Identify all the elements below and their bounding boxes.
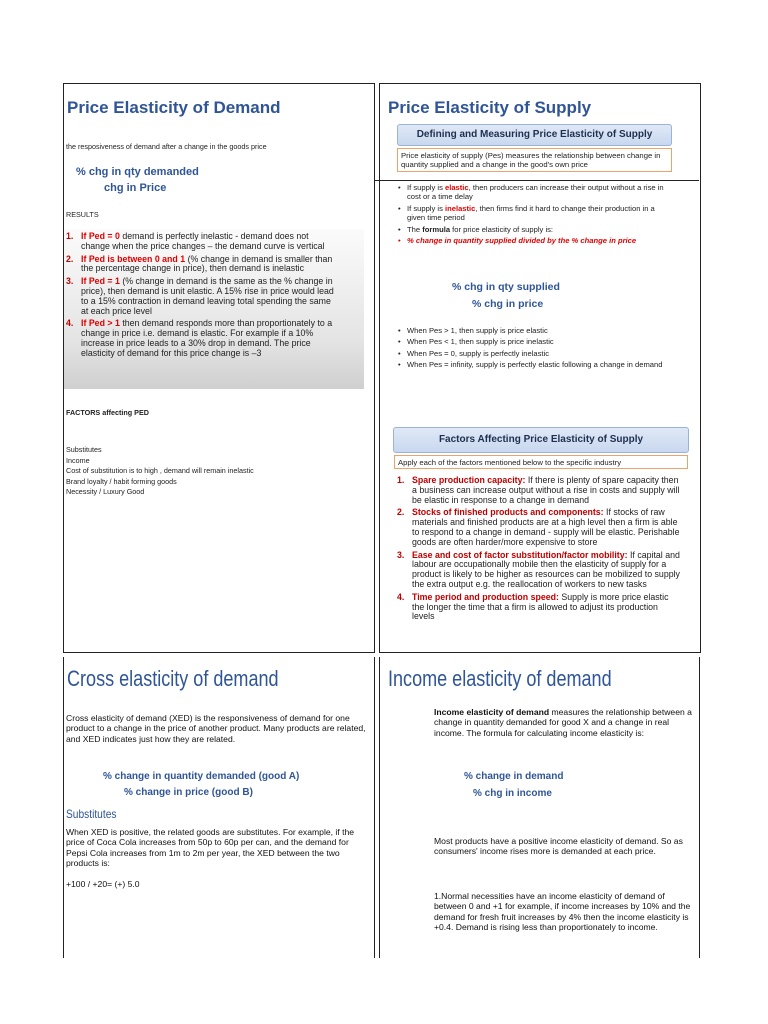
ped-results-list: [66, 232, 336, 362]
pes-bullet: • If supply is elastic, then producers can increase their output without a rise in cost or a time delay: [398, 183, 664, 202]
yed-formula-denominator: % chg in income: [473, 788, 552, 799]
pes-factor-item: 1. Spare production capacity: If there is plenty of spare capacity then a business can increase output without a rise in costs and supply will be elastic in response to a change in demand: [397, 475, 680, 505]
yed-title: Income elasticity of demand: [388, 666, 612, 691]
pes-bullet: • The formula for price elasticity of supply is:: [398, 224, 554, 234]
yed-paragraph-2: 1.Normal necessities have an income elasticity of demand of between 0 and +1 for example, if income increases by 10% and the demand for fresh fruit increases by 4% then the income elasticity is +0.4. Demand is rising less than proportionately to income.: [434, 891, 691, 933]
ped-factor-item: Substitutes: [66, 445, 102, 454]
pes-factors-intro: Apply each of the factors mentioned below to the specific industry: [394, 455, 688, 469]
pes-formula-denominator: % chg in price: [472, 298, 544, 310]
pes-factor-item: 2. Stocks of finished products and components: If stocks of raw materials and finished products are at a high level then a firm is able to respond to a change in demand - supply will be elastic. Perishable goods are often harder/more expensive to store: [397, 507, 680, 547]
ped-factors-label: FACTORS affecting PED: [66, 408, 149, 417]
pes-case: • When Pes > 1, then supply is price elastic: [398, 326, 548, 335]
ped-formula-numerator: % chg in qty demanded: [76, 166, 199, 178]
pes-formula-numerator: % chg in qty supplied: [452, 281, 560, 293]
pes-factor-item: 4. Time period and production speed: Supply is more price elastic the longer the time that a firm is allowed to adjust its production levels: [397, 591, 669, 622]
pes-case: • When Pes = 0, supply is perfectly inelastic: [398, 348, 550, 358]
ped-result-item: 4. If Ped > 1 then demand responds more than proportionately to a change in price i.e. demand is elastic. For example if a 10% increase in price leads to a 30% drop in demand. The price elasticity of demand for this price change is –3: [66, 318, 333, 358]
xed-substitutes-text: When XED is positive, the related goods are substitutes. For example, if the price of Coca Cola increases from 50p to 60p per can, and the demand for Pepsi Cola increases from 1m to 2m per year, the XED between the two products is:: [66, 827, 355, 869]
ped-factor-item: Cost of substitution is to high , demand will remain inelastic: [66, 466, 254, 475]
xed-formula-numerator: % change in quantity demanded (good A): [103, 771, 300, 782]
ped-factors-list: [66, 445, 366, 498]
bottom-left-rule: [63, 657, 64, 958]
ped-factor-item: Necessity / Luxury Good: [66, 487, 145, 496]
pes-cases: [397, 326, 677, 372]
bottom-mid-rule-b: [379, 657, 380, 958]
pes-factor-item: 3. Ease and cost of factor substitution/factor mobility: If capital and labour are occupationally mobile then the elasticity of supply for a product is likely to be higher as resources can be mobilized to supply the extra output e.g. the reallocation of workers to new tasks: [397, 549, 680, 589]
ped-results-label: RESULTS: [66, 210, 99, 219]
pes-case: • When Pes = infinity, supply is perfectly elastic following a change in demand: [398, 360, 663, 370]
yed-definition: Income elasticity of demand measures the relationship between a change in quantity demanded for good X and a change in real income. The formula for calculating income elasticity is:: [434, 707, 692, 738]
ped-factor-item: Income: [66, 455, 90, 465]
yed-formula-numerator: % change in demand: [464, 771, 564, 782]
pes-factors-header: Factors Affecting Price Elasticity of Supply: [393, 427, 689, 453]
xed-definition: Cross elasticity of demand (XED) is the responsiveness of demand for one product to a change in the price of another product. Many products are related, and XED indicates just how they are related.: [66, 713, 366, 744]
pes-definition-box: Price elasticity of supply (Pes) measures the relationship between change in quantity supplied and a change in the good's own price: [397, 148, 672, 172]
ped-factor-item: Brand loyalty / habit forming goods: [66, 476, 177, 486]
bottom-mid-rule-a: [374, 657, 375, 958]
xed-title: Cross elasticity of demand: [67, 666, 279, 691]
ped-result-item: 3. If Ped = 1 (% change in demand is the same as the % change in price), then demand is unit elastic. A 15% rise in price would lead to a 15% contraction in demand leaving total spending the same at each price level: [66, 276, 334, 316]
pes-case: • When Pes < 1, then supply is price inelastic: [398, 337, 554, 347]
pes-bullets: [397, 183, 667, 247]
xed-substitutes-heading: Substitutes: [66, 807, 117, 821]
bottom-right-rule: [699, 657, 700, 958]
pes-bullet: • % change in quantity supplied divided by the % change in price: [398, 236, 637, 246]
pes-divider-line: [374, 180, 699, 181]
pes-title: Price Elasticity of Supply: [388, 98, 592, 117]
xed-formula-denominator: % change in price (good B): [124, 787, 253, 798]
xed-substitutes-calc: +100 / +20= (+) 5.0: [66, 879, 140, 889]
ped-title: Price Elasticity of Demand: [67, 98, 281, 117]
pes-factors-list: [397, 476, 682, 625]
ped-result-item: 2. If Ped is between 0 and 1 (% change in demand is smaller than the percentage change in price), then demand is inelastic: [66, 253, 333, 274]
pes-bullet: • If supply is inelastic, then firms find it hard to change their production in a given time period: [398, 203, 655, 223]
yed-paragraph-1: Most products have a positive income elasticity of demand. So as consumers' income rises more is demanded at each price.: [434, 836, 683, 857]
ped-formula-denominator: chg in Price: [104, 182, 167, 194]
pes-definition-header: Defining and Measuring Price Elasticity of Supply: [397, 124, 672, 146]
ped-definition: the resposiveness of demand after a change in the goods price: [66, 142, 267, 151]
ped-result-item: 1. If Ped = 0 demand is perfectly inelastic - demand does not change when the price changes – the demand curve is vertical: [66, 231, 325, 251]
